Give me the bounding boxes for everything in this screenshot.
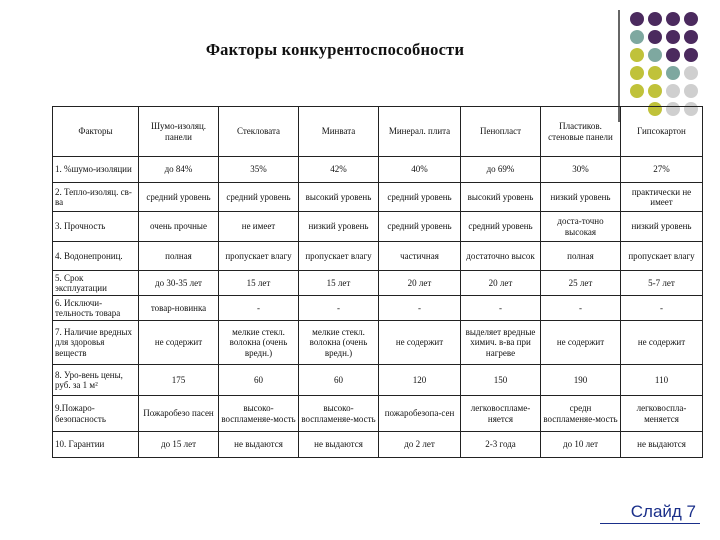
row-header-cell: 7. Наличие вредных для здоровья веществ: [53, 321, 139, 365]
table-cell: до 69%: [461, 157, 541, 183]
header-cell: Минвата: [299, 107, 379, 157]
header-cell: Минерал. плита: [379, 107, 461, 157]
table-cell: 120: [379, 365, 461, 396]
decorative-dot: [684, 84, 698, 98]
table-cell: низкий уровень: [541, 183, 621, 212]
table-cell: до 15 лет: [139, 432, 219, 458]
table-cell: 2-3 года: [461, 432, 541, 458]
header-cell: Пластиков. стеновые панели: [541, 107, 621, 157]
table-cell: средний уровень: [379, 212, 461, 242]
header-cell: Стекловата: [219, 107, 299, 157]
row-header-cell: 10. Гарантии: [53, 432, 139, 458]
table-cell: не содержит: [139, 321, 219, 365]
table-row: [53, 396, 703, 432]
table-cell: -: [379, 296, 461, 321]
table-cell: 35%: [219, 157, 299, 183]
table-cell: 175: [139, 365, 219, 396]
decorative-dot: [630, 30, 644, 44]
table-cell: пропускает влагу: [621, 242, 703, 271]
table-row: [53, 157, 703, 183]
table-cell: 42%: [299, 157, 379, 183]
table-cell: не выдаются: [219, 432, 299, 458]
table-cell: практически не имеет: [621, 183, 703, 212]
table-row: [53, 365, 703, 396]
table-cell: высоко-воспламеняе-мость: [299, 396, 379, 432]
table-row: [53, 271, 703, 296]
decorative-dot: [630, 12, 644, 26]
row-header-cell: 3. Прочность: [53, 212, 139, 242]
table-cell: очень прочные: [139, 212, 219, 242]
header-cell: Гипсокартон: [621, 107, 703, 157]
table-cell: до 30-35 лет: [139, 271, 219, 296]
table-cell: 60: [219, 365, 299, 396]
table-cell: не содержит: [541, 321, 621, 365]
table-cell: -: [299, 296, 379, 321]
table-cell: мелкие стекл. волокна (очень вредн.): [299, 321, 379, 365]
table-row: [53, 432, 703, 458]
decorative-dot: [648, 66, 662, 80]
footer-rule: [600, 523, 700, 524]
table-header-row: [53, 107, 703, 157]
decorative-dot: [630, 84, 644, 98]
table-cell: -: [621, 296, 703, 321]
competitiveness-table: [52, 106, 703, 458]
table-cell: 60: [299, 365, 379, 396]
table-cell: пожаробезопа-сен: [379, 396, 461, 432]
table-cell: средн воспламеняе-мость: [541, 396, 621, 432]
table-cell: не выдаются: [621, 432, 703, 458]
decorative-dot: [684, 12, 698, 26]
header-cell: Факторы: [53, 107, 139, 157]
decorative-dot: [630, 66, 644, 80]
table-cell: выделяет вредные химич. в-ва при нагреве: [461, 321, 541, 365]
table-cell: полная: [139, 242, 219, 271]
table-cell: пропускает влагу: [219, 242, 299, 271]
decorative-dot: [648, 48, 662, 62]
table-cell: 30%: [541, 157, 621, 183]
table-cell: 40%: [379, 157, 461, 183]
table-cell: низкий уровень: [621, 212, 703, 242]
decorative-dot: [666, 30, 680, 44]
table-cell: не содержит: [379, 321, 461, 365]
row-header-cell: 4. Водонепрониц.: [53, 242, 139, 271]
table-cell: мелкие стекл. волокна (очень вредн.): [219, 321, 299, 365]
table-cell: высокий уровень: [461, 183, 541, 212]
slide-title: Факторы конкурентоспособности: [205, 40, 465, 59]
decorative-dot: [684, 66, 698, 80]
decorative-dot: [666, 66, 680, 80]
decorative-dot: [648, 84, 662, 98]
table-cell: товар-новинка: [139, 296, 219, 321]
header-cell: Пенопласт: [461, 107, 541, 157]
table-cell: Пожаробезо пасен: [139, 396, 219, 432]
table-cell: -: [461, 296, 541, 321]
decorative-dot: [666, 48, 680, 62]
table-row: [53, 242, 703, 271]
decorative-dot: [648, 30, 662, 44]
table-cell: 5-7 лет: [621, 271, 703, 296]
row-header-cell: 2. Тепло-изоляц. св-ва: [53, 183, 139, 212]
table-row: [53, 321, 703, 365]
table-cell: до 10 лет: [541, 432, 621, 458]
table-cell: средний уровень: [219, 183, 299, 212]
table-cell: не выдаются: [299, 432, 379, 458]
table-cell: до 84%: [139, 157, 219, 183]
decorative-dot: [630, 48, 644, 62]
decorative-dot: [648, 12, 662, 26]
decorative-dot: [666, 84, 680, 98]
table-cell: легковоспламе-няется: [461, 396, 541, 432]
decorative-dot-grid: [630, 12, 698, 116]
table-cell: 20 лет: [379, 271, 461, 296]
decorative-dot: [684, 30, 698, 44]
row-header-cell: 5. Срок эксплуатации: [53, 271, 139, 296]
table-cell: доста-точно высокая: [541, 212, 621, 242]
header-cell: Шумо-изоляц. панели: [139, 107, 219, 157]
table-cell: 27%: [621, 157, 703, 183]
table-cell: до 2 лет: [379, 432, 461, 458]
table-cell: 25 лет: [541, 271, 621, 296]
table-cell: не содержит: [621, 321, 703, 365]
decorative-dot: [666, 12, 680, 26]
row-header-cell: 1. %шумо-изоляции: [53, 157, 139, 183]
table-cell: низкий уровень: [299, 212, 379, 242]
table-cell: не имеет: [219, 212, 299, 242]
table-cell: высоко-воспламеняе-мость: [219, 396, 299, 432]
table-cell: средний уровень: [139, 183, 219, 212]
row-header-cell: 9.Пожаро-безопасность: [53, 396, 139, 432]
table-cell: легковоспла-меняется: [621, 396, 703, 432]
table-cell: -: [541, 296, 621, 321]
table-row: [53, 296, 703, 321]
table-cell: 15 лет: [219, 271, 299, 296]
decorative-dot: [684, 48, 698, 62]
row-header-cell: 6. Исключи-тельность товара: [53, 296, 139, 321]
table-cell: высокий уровень: [299, 183, 379, 212]
row-header-cell: 8. Уро-вень цены, руб. за 1 м²: [53, 365, 139, 396]
table-cell: -: [219, 296, 299, 321]
table-cell: 15 лет: [299, 271, 379, 296]
table-cell: 20 лет: [461, 271, 541, 296]
table-cell: частичная: [379, 242, 461, 271]
table-cell: полная: [541, 242, 621, 271]
table-cell: средний уровень: [379, 183, 461, 212]
table-cell: достаточно высок: [461, 242, 541, 271]
table-cell: средний уровень: [461, 212, 541, 242]
table-cell: 110: [621, 365, 703, 396]
table-cell: пропускает влагу: [299, 242, 379, 271]
table-row: [53, 183, 703, 212]
table-cell: 190: [541, 365, 621, 396]
table-row: [53, 212, 703, 242]
table-cell: 150: [461, 365, 541, 396]
slide-number: Слайд 7: [630, 502, 696, 521]
